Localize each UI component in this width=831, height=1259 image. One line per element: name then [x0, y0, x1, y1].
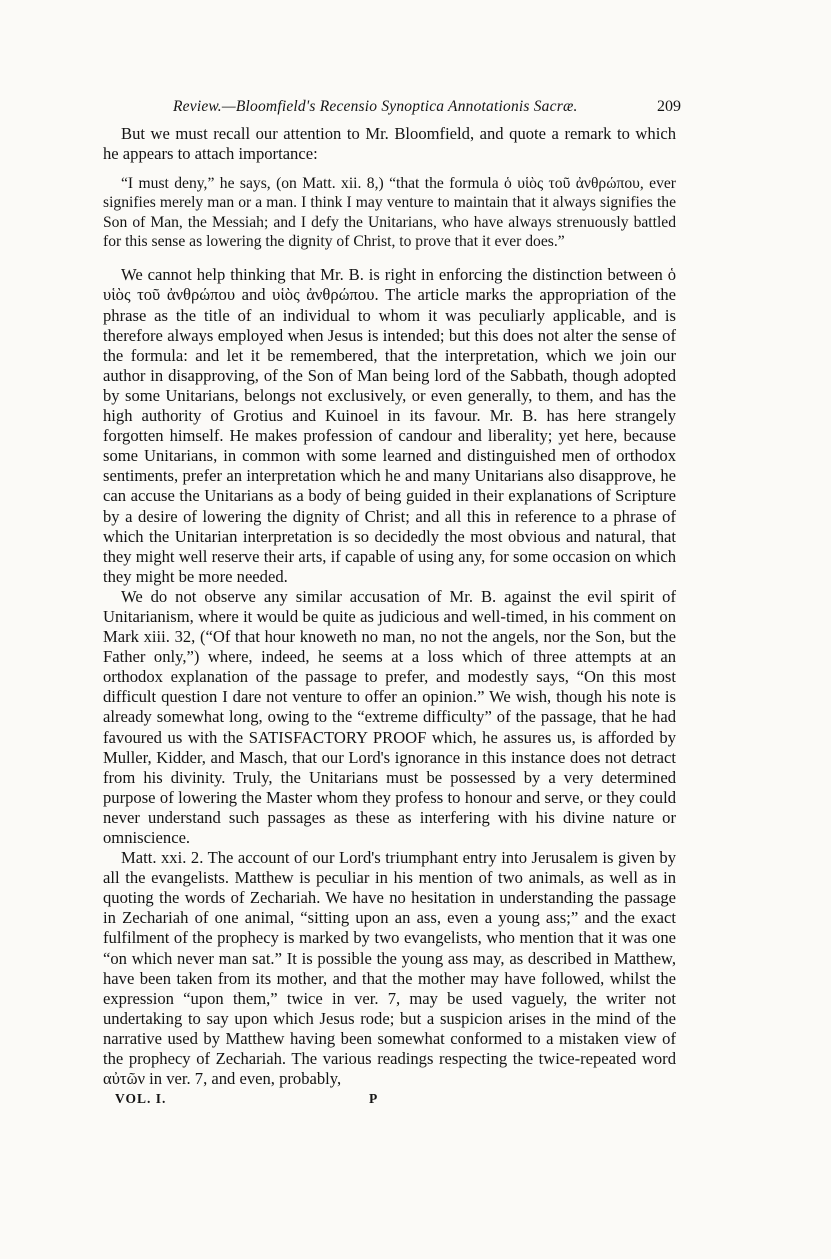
page-number: 209 [657, 98, 681, 115]
main-text [103, 265, 676, 1089]
paragraph-2: We do not observe any similar accusation of Mr. B. against the evil spirit of Unitarianism, where it would be quite as judicious and well-timed, in his comment on Mark xiii. 32, (“Of that hour knoweth no man, no not the angels, nor the Son, but the Father only,”) where, indeed, he seems at a loss which of three attempts at an orthodox explanation of the passage to prefer, and modestly says, “On this most difficult question I dare not venture to offer an opinion.” We wish, though his note is already somewhat long, owing to the “extreme difficulty” of the passage, that he had favoured us with the SATISFACTORY PROOF which, he assures us, is afforded by Muller, Kidder, and Masch, that our Lord's ignorance in this instance does not detract from his divinity. Truly, the Unitarians must be possessed by a very determined purpose of lowering the Master whom they profess to honour and serve, or they could never understand such passages as these as interfering with his divine nature or omniscience. [103, 586, 676, 847]
intro-paragraph: But we must recall our attention to Mr. Bloomfield, and quote a remark to which he appears to attach importance: [103, 124, 676, 164]
paragraph-1: We cannot help thinking that Mr. B. is right in enforcing the distinction between ὁ υἱὸς τοῦ ἀνθρώπου and υἱὸς ἀνθρώπου. The article marks the appropriation of the phrase as the title of an individual to whom it was peculiarly applicable, and is therefore always employed when Jesus is intended; but this does not alter the sense of the formula: and let it be remembered, that the interpretation, which we join our author in disapproving, of the Son of Man being lord of the Sabbath, though adopted by some Unitarians, belongs not exclusively, or even generally, to them, and has the high authority of Grotius and Kuinoel in its favour. Mr. B. has here strangely forgotten himself. He makes profession of candour and liberality; yet here, because some Unitarians, in common with some learned and distinguished men of orthodox sentiments, prefer an interpretation which he and many Unitarians also disapprove, he can accuse the Unitarians as a body of being guided in their explanations of Scripture by a desire of lowering the dignity of Christ; and all this in reference to a phrase of which the Unitarian interpretation is so decidedly the most obvious and natural, that they might well reserve their arts, if capable of using any, for some occasion on which they might be more needed. [103, 265, 676, 586]
block-quote [103, 174, 676, 251]
gathering-signature: P [369, 1091, 378, 1107]
body-text [103, 124, 676, 164]
book-page [103, 98, 681, 1111]
page-header [103, 98, 681, 124]
paragraph-3: Matt. xxi. 2. The account of our Lord's triumphant entry into Jerusalem is given by all the evangelists. Matthew is peculiar in his mention of two animals, as well as in quoting the words of Zechariah. We have no hesitation in understanding the passage in Zechariah of one animal, “sitting upon an ass, even a young ass;” and the exact fulfilment of the prophecy is marked by two evangelists, who mention that it was one “on which never man sat.” It is possible the young ass may, as described in Matthew, have been taken from its mother, and that the mother may have followed, whilst the expression “upon them,” twice in ver. 7, may be used vaguely, the writer not undertaking to say upon which Jesus rode; but a suspicion arises in the mind of the narrative used by Matthew having been somewhat conformed to a mistaken view of the prophecy of Zechariah. The various readings respecting the twice-repeated word αὐτῶν in ver. 7, and even, probably, [103, 848, 676, 1089]
page-footer [103, 1091, 676, 1111]
volume-signature: VOL. I. [115, 1091, 167, 1107]
running-title: Review.—Bloomfield's Recensio Synoptica Annotationis Sacræ. [173, 98, 578, 115]
quote-paragraph: “I must deny,” he says, (on Matt. xii. 8,) “that the formula ὁ υἱὸς τοῦ ἀνθρώπου, ever signifies merely man or a man. I think I may venture to maintain that it always signifies the Son of Man, the Messiah; and I defy the Unitarians, who have always strenuously battled for this sense as lowering the dignity of Christ, to prove that it ever does.” [103, 175, 676, 251]
